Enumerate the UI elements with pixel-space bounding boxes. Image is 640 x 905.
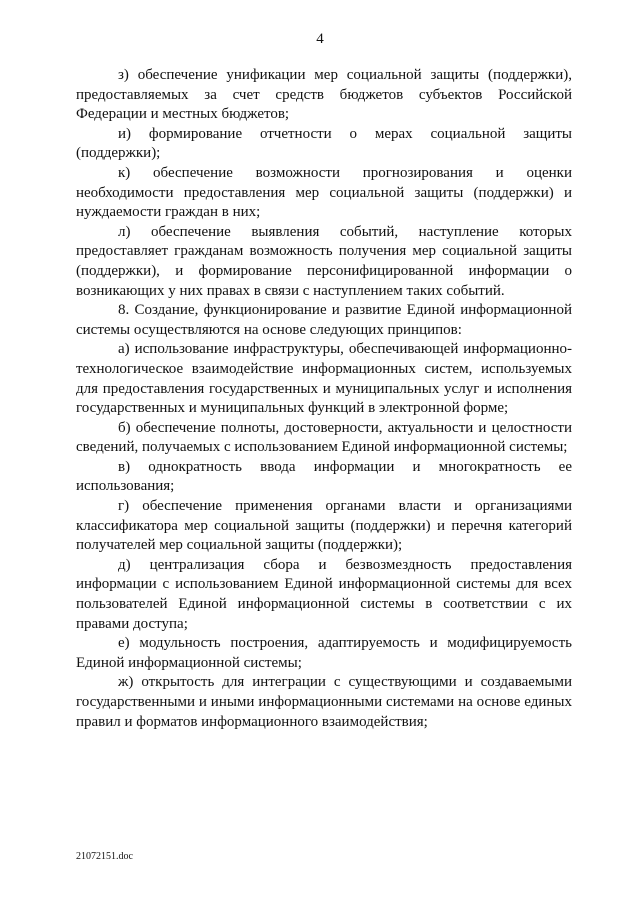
paragraph-item-z: з) обеспечение унификации мер социальной защиты (поддержки), предоставляемых за счет средств бюджетов субъектов Российской Федерации и местных бюджетов; [76, 67, 572, 123]
paragraph-item-i: и) формирование отчетности о мерах социальной защиты (поддержки); [76, 125, 572, 162]
paragraph-item-zh: ж) открытость для интеграции с существующими и создаваемыми государственными и иными информационными системами на основе единых правил и форматов информационного взаимодействия; [76, 674, 572, 730]
paragraph-item-v: в) однократность ввода информации и многократность ее использования; [76, 458, 572, 495]
paragraph-item-e: е) модульность построения, адаптируемость и модифицируемость Единой информационной системы; [76, 635, 572, 671]
paragraph-item-k: к) обеспечение возможности прогнозирования и оценки необходимости предоставления мер социальной защиты (поддержки) и нуждаемости граждан в них; [76, 164, 572, 221]
paragraph-item-a: а) использование инфраструктуры, обеспечивающей информационно-технологическое взаимодействие информационных систем, используемых для предоставления государственных и муниципальных услуг и исполнения государственных и муниципальных функций в электронной форме; [76, 341, 572, 417]
paragraph-item-l: л) обеспечение выявления событий, наступление которых предоставляет гражданам возможность получения мер социальной защиты (поддержки), и формирование персонифицированной информации о возникающих у них правах в связи с наступлением таких событий. [76, 223, 572, 299]
paragraph-item-g: г) обеспечение применения органами власти и организациями классификатора мер социальной защиты (поддержки) и перечня категорий получателей мер социальной защиты (поддержки); [76, 498, 572, 554]
paragraph-item-d: д) централизация сбора и безвозмездность предоставления информации с использованием Единой информационной системы для всех пользователей Единой информационной системы в соответствии с их правами доступа; [76, 556, 572, 632]
paragraph-section-8: 8. Создание, функционирование и развитие Единой информационной системы осуществляются на основе следующих принципов: [76, 302, 572, 338]
footer-file-code: 21072151.doc [76, 851, 133, 862]
paragraph-item-b: б) обеспечение полноты, достоверности, актуальности и целостности сведений, получаемых с использованием Единой информационной системы; [76, 419, 572, 456]
document-body [76, 66, 572, 732]
page-number: 4 [316, 31, 324, 47]
